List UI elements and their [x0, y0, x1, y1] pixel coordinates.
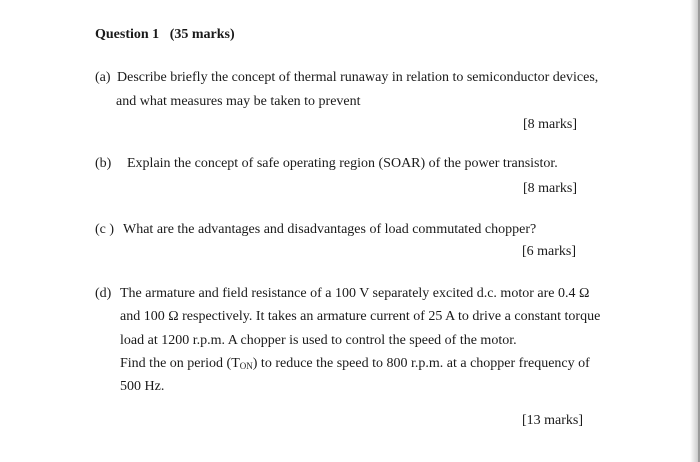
part-d-line-4-end: ) to reduce the speed to 800 r.p.m. at a chopper frequency of — [252, 356, 590, 371]
t-on-subscript: ON — [239, 361, 253, 371]
part-a-line-1: Describe briefly the concept of thermal runaway in relation to semiconductor devices, — [117, 70, 599, 85]
part-d-line-5: 500 Hz. — [120, 379, 165, 394]
part-d-line-1: The armature and field resistance of a 100 V separately excited d.c. motor are 0.4 Ω — [120, 286, 590, 301]
question-number: Question 1 — [95, 27, 160, 42]
part-b-marks: [8 marks] — [523, 181, 578, 196]
part-d-line-3: load at 1200 r.p.m. A chopper is used to control the speed of the motor. — [120, 333, 517, 348]
part-c-marks: [6 marks] — [522, 244, 577, 259]
part-b-label: (b) — [95, 156, 112, 171]
question-title — [95, 26, 235, 44]
part-b-line-1: Explain the concept of safe operating region (SOAR) of the power transistor. — [127, 156, 558, 171]
part-d-line-2: and 100 Ω respectively. It takes an armature current of 25 A to drive a constant torque — [120, 309, 601, 324]
part-d-line-4-start: Find the on period (T — [120, 356, 240, 371]
part-d-marks: [13 marks] — [522, 413, 584, 428]
part-d-label: (d) — [95, 286, 112, 301]
part-a-marks: [8 marks] — [523, 117, 578, 132]
question-total-marks: (35 marks) — [169, 27, 235, 42]
part-c-label: (c ) — [95, 222, 115, 237]
part-d-line-4 — [120, 355, 590, 375]
part-c-line-1: What are the advantages and disadvantages of load commutated chopper? — [123, 222, 537, 237]
part-a-label: (a) — [95, 70, 111, 85]
part-a-line-2: and what measures may be taken to prevent — [116, 94, 361, 109]
